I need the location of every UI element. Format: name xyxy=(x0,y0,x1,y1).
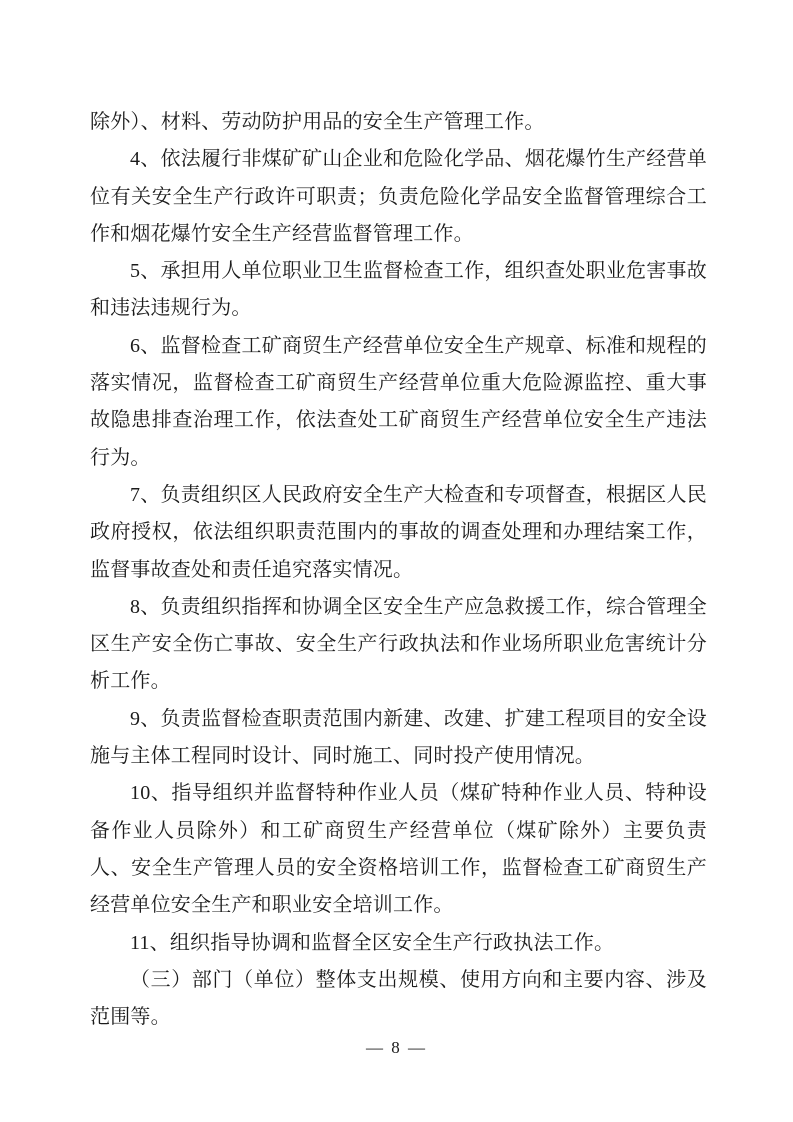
paragraph-item-6: 6、监督检查工矿商贸生产经营单位安全生产规章、标准和规程的落实情况，监督检查工矿商贸生产经营单位重大危险源监控、重大事故隐患排查治理工作，依法查处工矿商贸生产经营单位安全生产违法行为。 xyxy=(90,334,707,469)
document-body xyxy=(90,104,707,1036)
paragraph-continuation: 除外）、材料、劳动防护用品的安全生产管理工作。 xyxy=(90,111,545,133)
paragraph-item-9: 9、负责监督检查职责范围内新建、改建、扩建工程项目的安全设施与主体工程同时设计、同时施工、同时投产使用情况。 xyxy=(90,707,707,768)
paragraph-item-10: 10、指导组织并监督特种作业人员（煤矿特种作业人员、特种设备作业人员除外）和工矿商贸生产经营单位（煤矿除外）主要负责人、安全生产管理人员的安全资格培训工作，监督检查工矿商贸生产经营单位安全生产和职业安全培训工作。 xyxy=(90,782,707,917)
paragraph-item-5: 5、承担用人单位职业卫生监督检查工作，组织查处职业危害事故和违法违规行为。 xyxy=(90,260,707,320)
paragraph-item-7: 7、负责组织区人民政府安全生产大检查和专项督查，根据区人民政府授权，依法组织职责范围内的事故的调查处理和办理结案工作，监督事故查处和责任追究落实情况。 xyxy=(90,483,707,581)
page-number: — 8 — xyxy=(366,1038,427,1057)
paragraph-section-3-heading: （三）部门（单位）整体支出规模、使用方向和主要内容、涉及范围等。 xyxy=(90,968,707,1029)
paragraph-item-8: 8、负责组织指挥和协调全区安全生产应急救援工作，综合管理全区生产安全伤亡事故、安全生产行政执法和作业场所职业危害统计分析工作。 xyxy=(90,595,707,693)
paragraph-item-11: 11、组织指导协调和监督全区安全生产行政执法工作。 xyxy=(130,931,615,954)
paragraph-item-4: 4、依法履行非煤矿矿山企业和危险化学品、烟花爆竹生产经营单位有关安全生产行政许可职责；负责危险化学品安全监督管理综合工作和烟花爆竹安全生产经营监督管理工作。 xyxy=(90,148,707,245)
